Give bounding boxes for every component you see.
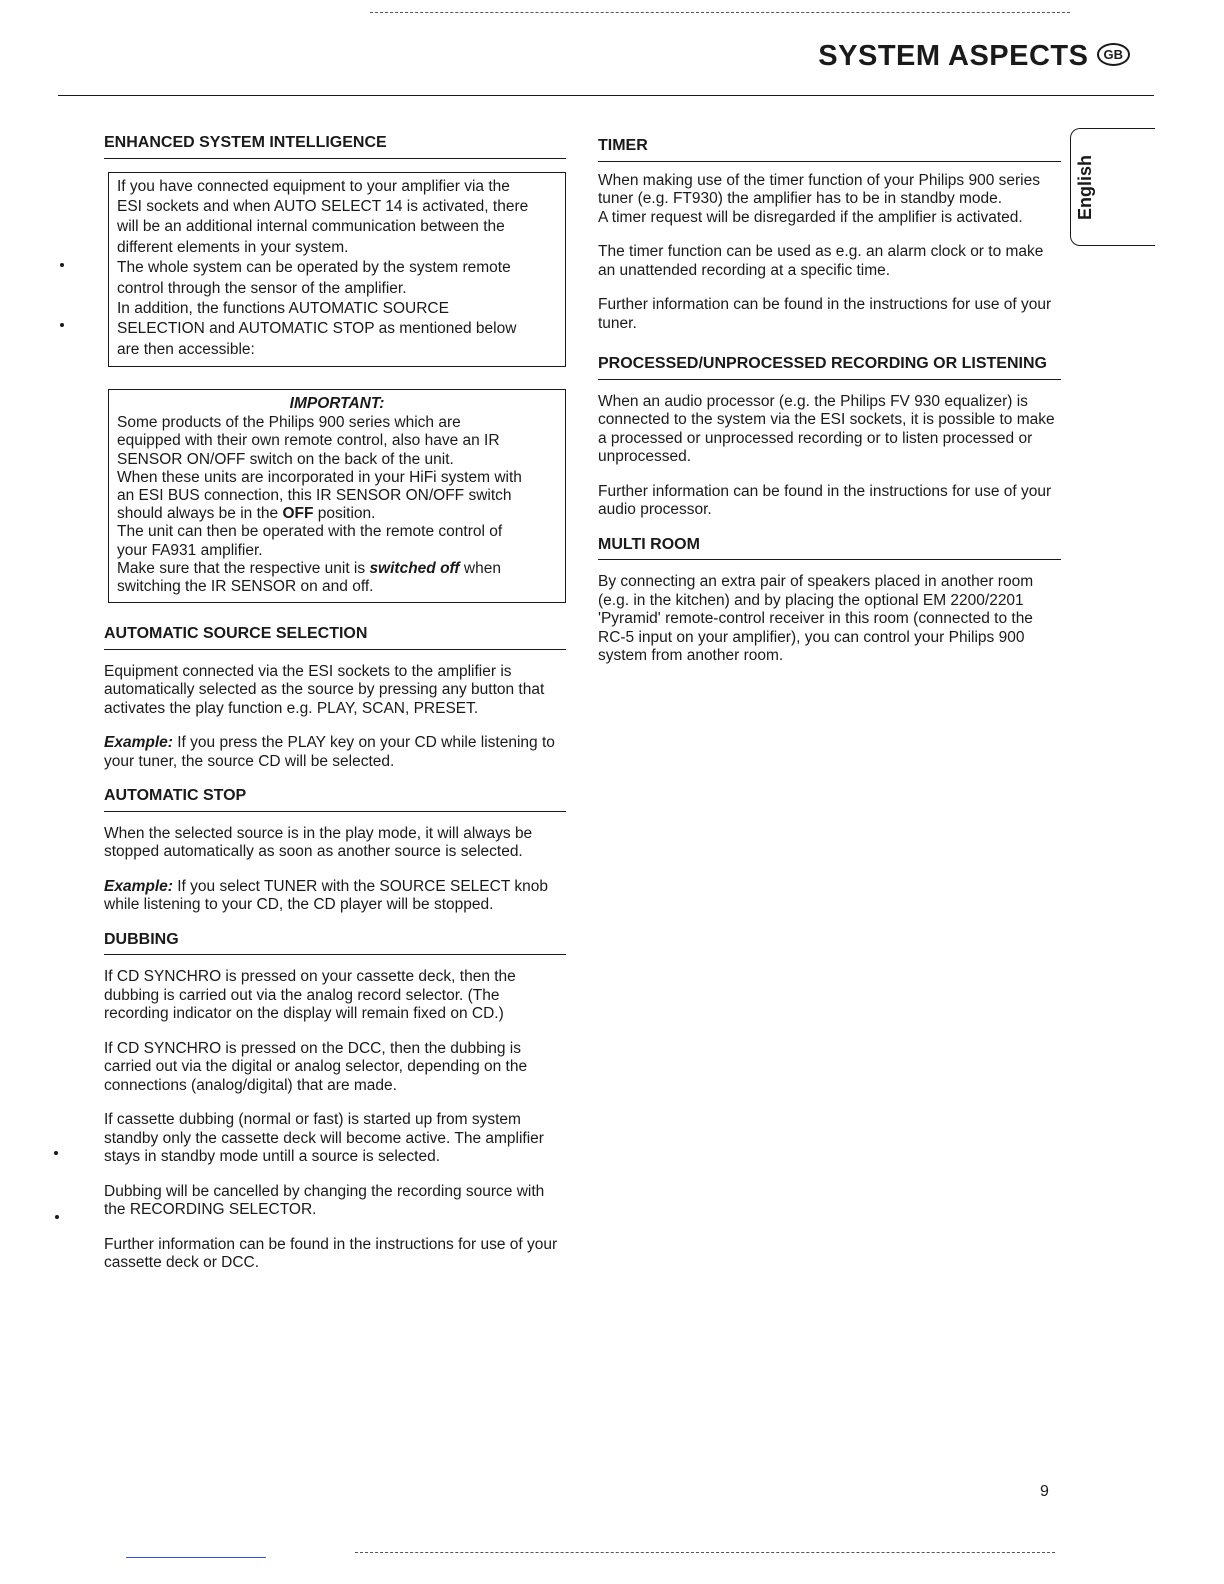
example-label: Example:	[104, 877, 173, 895]
heading-auto-stop: AUTOMATIC STOP	[104, 787, 566, 812]
dubbing-text-1: If CD SYNCHRO is pressed on your cassette deck, then the dubbing is carried out via the analog record selector. (The recording indicator on the display will remain fixed on CD.)	[104, 968, 516, 1023]
page-number: 9	[1040, 1483, 1049, 1500]
important-off-post: position.	[313, 505, 376, 523]
esi-line: are then accessible:	[117, 340, 255, 358]
dubbing-text-2: If CD SYNCHRO is pressed on the DCC, then the dubbing is carried out via the digital or analog selector, depending on the connections (analog/digital) that are made.	[104, 1039, 528, 1094]
dubbing-text-3: If cassette dubbing (normal or fast) is started up from system standby only the cassette deck will become active. The amplifier stays in standby mode untill a source is selected.	[104, 1111, 544, 1166]
timer-text-2: The timer function can be used as e.g. an alarm clock or to make an unattended recording at a specific time.	[598, 243, 1044, 279]
heading-timer: TIMER	[598, 137, 1061, 162]
heading-multi-room: MULTI ROOM	[598, 536, 1061, 561]
heading-dubbing: DUBBING	[104, 931, 566, 956]
auto-source-example	[104, 734, 566, 771]
important-switch-em: switched off	[369, 559, 460, 577]
important-line: your FA931 amplifier.	[117, 541, 263, 559]
heading-processed: PROCESSED/UNPROCESSED RECORDING OR LISTENING	[598, 355, 1061, 380]
important-line: switching the IR SENSOR on and off.	[117, 577, 374, 595]
timer-text-1b: A timer request will be disregarded if the amplifier is activated.	[598, 208, 1023, 226]
page-title-text: SYSTEM ASPECTS	[818, 40, 1089, 72]
dubbing-text-5: Further information can be found in the instructions for use of your cassette deck or DCC.	[104, 1235, 558, 1272]
margin-dot	[54, 1151, 58, 1155]
language-tab-label: English	[1075, 154, 1095, 220]
timer-text-1a: When making use of the timer function of your Philips 900 series tuner (e.g. FT930) the amplifier has to be in standby mode.	[598, 171, 1040, 207]
important-off-line	[117, 505, 557, 523]
esi-line: If you have connected equipment to your amplifier via the	[117, 177, 510, 195]
important-line: When these units are incorporated in your HiFi system with	[117, 468, 522, 486]
important-line: SENSOR ON/OFF switch on the back of the unit.	[117, 450, 454, 468]
esi-line: will be an additional internal communication between the	[117, 218, 505, 236]
example-label: Example:	[104, 734, 173, 752]
timer-text-1	[598, 172, 1061, 228]
scan-artifact-blue	[126, 1557, 266, 1558]
timer-text-3: Further information can be found in the instructions for use of your tuner.	[598, 296, 1052, 332]
esi-line: In addition, the functions AUTOMATIC SOURCE	[117, 299, 449, 317]
important-line: The unit can then be operated with the remote control of	[117, 523, 503, 541]
esi-box	[108, 172, 566, 368]
auto-source-text: Equipment connected via the ESI sockets to the amplifier is automatically selected as the source by pressing any button that activates the play function e.g. PLAY, SCAN, PRESET.	[104, 662, 545, 717]
multi-room-text: By connecting an extra pair of speakers placed in another room (e.g. in the kitchen) and by placing the optional EM 2200/2201 'Pyramid' remote-control receiver in this room (connected to the RC-5 input on your amplifier), you can control your Philips 900 system from another room.	[598, 573, 1034, 664]
important-box	[108, 389, 566, 603]
important-off-word: OFF	[282, 505, 314, 523]
esi-line: The whole system can be operated by the system remote	[117, 259, 511, 277]
margin-dot	[60, 323, 64, 327]
header-rule	[58, 95, 1154, 96]
esi-line: different elements in your system.	[117, 238, 349, 256]
auto-stop-text: When the selected source is in the play mode, it will always be stopped automatically as soon as another source is selected.	[104, 824, 533, 861]
scan-artifact-bottom	[355, 1552, 1055, 1553]
esi-line: control through the sensor of the amplifier.	[117, 279, 407, 297]
page-title	[0, 40, 1130, 73]
important-line: equipped with their own remote control, also have an IR	[117, 432, 500, 450]
example-text: If you select TUNER with the SOURCE SELECT knob while listening to your CD, the CD player will be stopped.	[104, 877, 548, 914]
processed-text-1: When an audio processor (e.g. the Philips FV 930 equalizer) is connected to the system via the ESI sockets, it is possible to make a processed or unprocessed recording or to listen processed or unprocessed.	[598, 392, 1055, 465]
left-column	[104, 134, 566, 1289]
gb-badge: GB	[1097, 43, 1131, 66]
processed-text-2: Further information can be found in the instructions for use of your audio processor.	[598, 482, 1052, 518]
important-switch-line	[117, 560, 557, 578]
important-switch-post: when	[459, 559, 501, 577]
heading-esi: ENHANCED SYSTEM INTELLIGENCE	[104, 134, 566, 159]
margin-dot	[55, 1215, 59, 1219]
esi-line: ESI sockets and when AUTO SELECT 14 is activated, there	[117, 197, 529, 215]
important-switch-pre: Make sure that the respective unit is	[117, 559, 370, 577]
important-off-pre: should always be in the	[117, 505, 283, 523]
margin-dot	[60, 263, 64, 267]
scan-artifact-top	[370, 12, 1070, 13]
auto-stop-example	[104, 878, 566, 915]
dubbing-text-4: Dubbing will be cancelled by changing the recording source with the RECORDING SELECTOR.	[104, 1182, 545, 1219]
important-line: an ESI BUS connection, this IR SENSOR ON/OFF switch	[117, 486, 512, 504]
heading-auto-source: AUTOMATIC SOURCE SELECTION	[104, 625, 566, 650]
right-column	[598, 137, 1061, 682]
esi-line: SELECTION and AUTOMATIC STOP as mentioned below	[117, 320, 517, 338]
example-text: If you press the PLAY key on your CD while listening to your tuner, the source CD will be selected.	[104, 734, 555, 770]
important-line: Some products of the Philips 900 series which are	[117, 414, 461, 432]
important-title: IMPORTANT:	[289, 395, 385, 413]
